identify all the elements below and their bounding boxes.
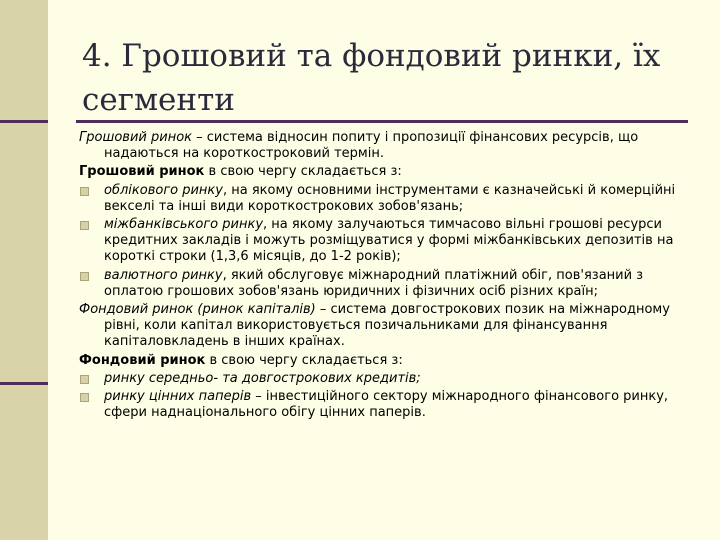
bullet-square-icon (80, 375, 89, 384)
bullet-square-icon (80, 393, 89, 402)
text: – система довгострокових позик на міжнародному рівні, коли капітал використовується позичальниками для фінансування капіталовкладень в інших країнах. (104, 302, 670, 350)
term: Грошовий ринок (79, 164, 205, 180)
side-decor-line-bottom (0, 382, 48, 385)
term: Фондовий ринок (79, 352, 206, 368)
term: облікового ринку (104, 182, 223, 198)
term: валютного ринку (104, 267, 223, 283)
list-item (79, 371, 689, 387)
term: Грошовий ринок (79, 130, 192, 145)
text: , на якому основними інструментами є казначейські й комерційні векселі та інші види короткострокових зобов'язань; (104, 182, 676, 214)
list-item (79, 268, 689, 300)
paragraph-money-market-components (79, 164, 689, 180)
side-decor-bar (0, 0, 48, 540)
side-decor-line-top (0, 120, 48, 123)
text: в свою чергу складається з: (204, 164, 402, 180)
bullet-square-icon (80, 272, 89, 281)
paragraph-stock-market-definition (79, 302, 689, 351)
slide-body (79, 130, 689, 423)
term: ринку цінних паперів (104, 389, 252, 405)
text: – інвестиційного сектору міжнародного фінансового ринку, сфери наднаціонального обігу цінних паперів. (104, 389, 669, 421)
paragraph-money-market-definition (79, 130, 689, 162)
list-item (79, 183, 689, 215)
text: – система відносин попиту і пропозиції фінансових ресурсів, що надаються на короткостроковий термін. (104, 130, 639, 162)
text: , який обслуговує міжнародний платіжний обіг, пов'язаний з оплатою грошових зобов'язань юридичних і фізичних осіб різних країн; (104, 267, 644, 299)
text: в свою чергу складається з: (205, 352, 403, 368)
list-item (79, 217, 689, 266)
term: Фондовий ринок (ринок капіталів) (79, 302, 316, 318)
list-item (79, 389, 689, 421)
bullet-square-icon (80, 187, 89, 196)
term: ринку середньо- та довгострокових кредитів; (104, 370, 421, 386)
slide-title: 4. Грошовий та фондовий ринки, їх сегменти (82, 38, 661, 118)
title-divider (76, 120, 688, 123)
term: міжбанківського ринку (104, 217, 264, 233)
text: , на якому залучаються тимчасово вільні грошові ресурси кредитних закладів і можуть розміщуватися у формі міжбанківських депозитів на короткі строки (1,3,6 місяців, до 1-2 років); (104, 217, 674, 265)
bullet-square-icon (80, 221, 89, 230)
paragraph-stock-market-components (79, 353, 689, 369)
